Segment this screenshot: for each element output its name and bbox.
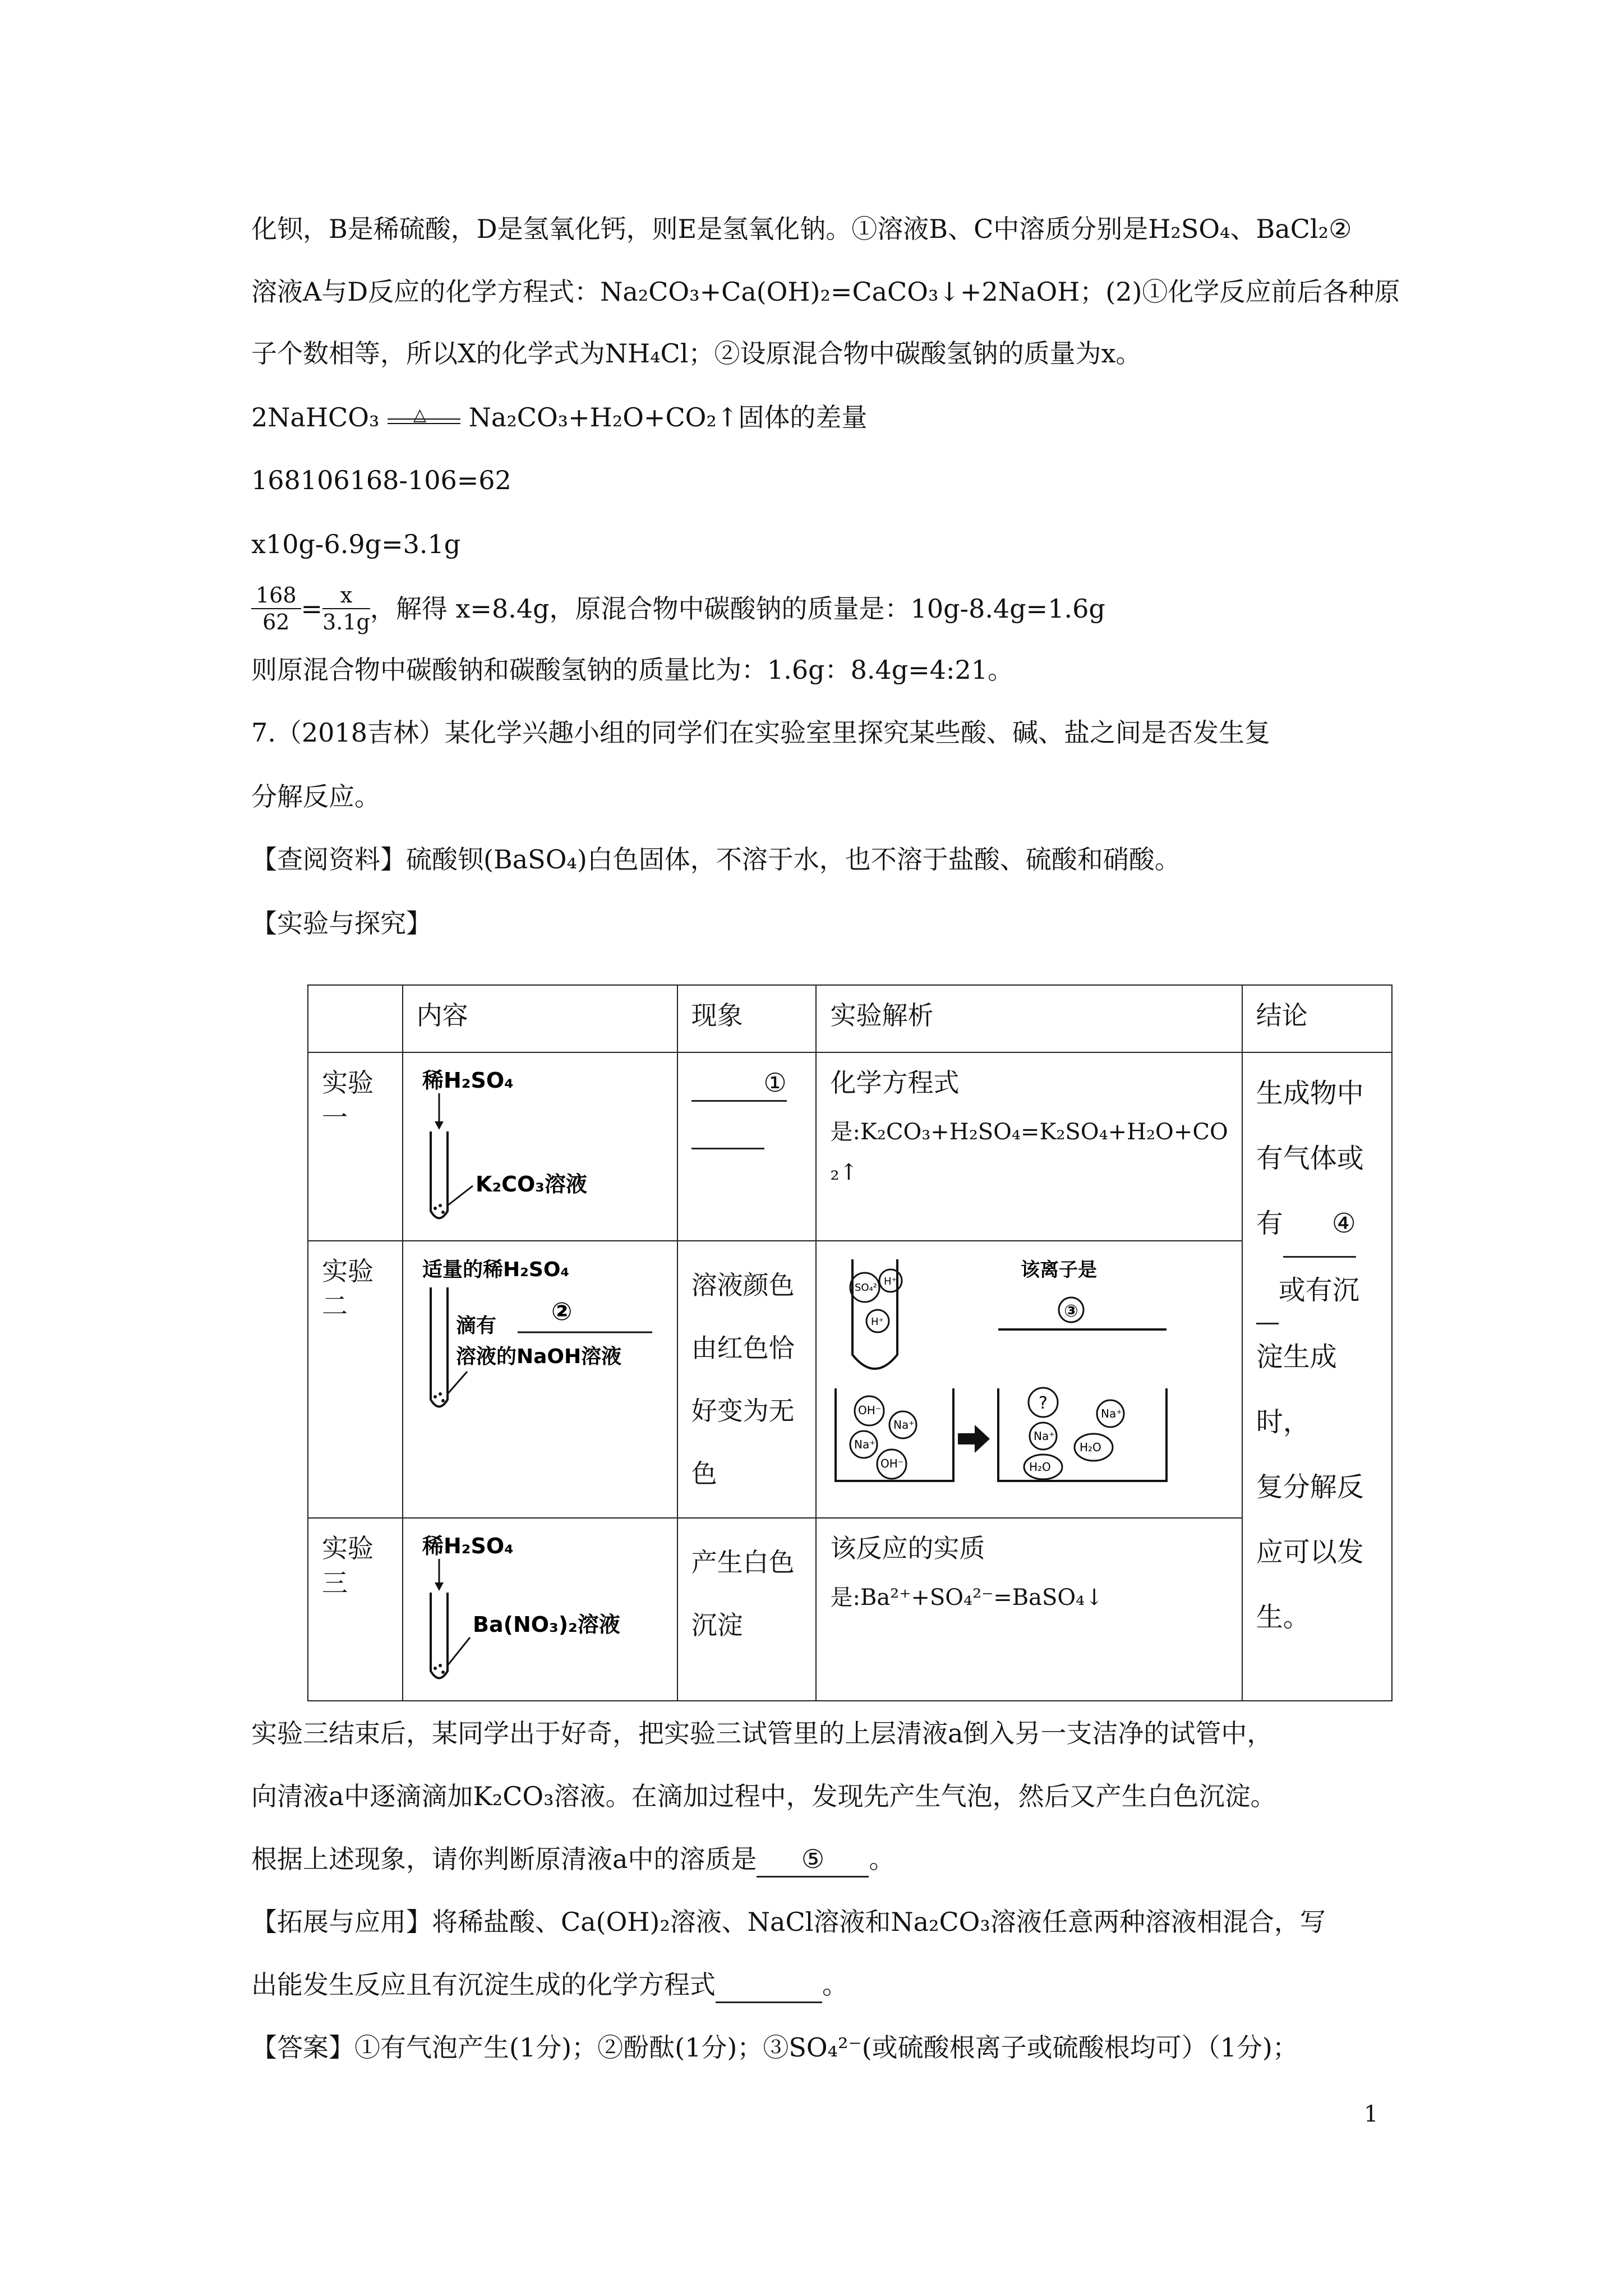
svg-text:H₂O: H₂O — [1029, 1460, 1052, 1474]
text-after-3: 根据上述现象，请你判断原清液a中的溶质是 ⑤ 。 — [251, 1842, 895, 1878]
test-tube-figure-1 — [403, 1052, 677, 1241]
table-header-row — [308, 985, 1392, 1052]
svg-text:Na⁺: Na⁺ — [1101, 1407, 1123, 1420]
header-phenomenon: 现象 — [677, 985, 817, 1052]
question-7-stem: 7.（2018吉林）某化学兴趣小组的同学们在实验室里探究某些酸、碱、盐之间是否发生复 — [251, 717, 1270, 748]
table-row — [308, 1241, 1392, 1518]
chemical-equation-cont: ₂↑ — [830, 1159, 859, 1185]
blank-equation — [716, 1968, 822, 2003]
reagent-bottom-label: Ba(NO₃)₂溶液 — [472, 1612, 620, 1637]
text-line-12 — [251, 907, 432, 940]
analysis-cell-3 — [816, 1518, 1242, 1701]
line-3-text: 子个数相等，所以X的化学式为NH₄Cl；②设原混合物中碳酸氢钠的质量为x。 — [251, 338, 1142, 369]
reference-info: 【查阅资料】硫酸钡(BaSO₄)白色固体，不溶于水，也不溶于盐酸、硫酸和硝酸。 — [251, 844, 1181, 875]
reagent-bottom-label: 溶液的NaOH溶液 — [455, 1345, 621, 1368]
text-line-10 — [251, 780, 380, 813]
text-line-11 — [251, 843, 1181, 876]
fraction-168-62: $\frac{168}{62}$ — [251, 582, 301, 635]
extension-application: 【拓展与应用】将稀盐酸、Ca(OH)₂溶液、NaCl溶液和Na₂CO₃溶液任意两种溶液相混合，写 — [251, 1907, 1326, 1937]
analysis-label: 该反应的实质 — [830, 1533, 985, 1563]
line-2-text-b: (2)①化学反应前后各种原 — [1105, 277, 1400, 307]
blank-1: ① — [691, 1065, 787, 1102]
text-after-6 — [251, 2031, 1298, 2064]
conclusion-cell: 生成物中 有气体或 有 ④ 或有沉 淀生成时， 复分解反 应可以发 生。 — [1242, 1052, 1392, 1701]
chemical-equation: 是:K₂CO₃+H₂SO₄=K₂SO₄+H₂O+CO — [830, 1119, 1228, 1145]
blank-3: ③ — [1064, 1301, 1079, 1321]
text-after-1: 实验三结束后，某同学出于好奇，把实验三试管里的上层清液a倒入另一支洁净的试管中， — [251, 1718, 1273, 1749]
test-tube-figure-2 — [403, 1241, 677, 1518]
row-label: 实验一 — [308, 1052, 403, 1241]
test-tube-diagram — [417, 1531, 663, 1688]
phenomenon-cell-2: 溶液颜色 由红色恰 好变为无 色 — [677, 1241, 817, 1518]
line-2-equation: Na₂CO₃+Ca(OH)₂=CaCO₃↓+2NaOH； — [600, 277, 1106, 307]
blank-4: ④ — [1283, 1191, 1356, 1258]
section-heading: 【实验与探究】 — [251, 908, 432, 938]
test-tube-diagram — [417, 1254, 663, 1422]
svg-text:Na⁺: Na⁺ — [854, 1438, 876, 1451]
svg-text:OH⁻: OH⁻ — [880, 1457, 904, 1470]
svg-text:H⁺: H⁺ — [884, 1276, 897, 1287]
experiment-table — [307, 984, 1393, 1701]
blank-5: ⑤ — [757, 1842, 869, 1878]
heating-condition-sign — [388, 405, 460, 431]
ionic-equation: 是:Ba²⁺+SO₄²⁻=BaSO₄↓ — [830, 1585, 1104, 1611]
svg-text:Na⁺: Na⁺ — [1034, 1429, 1055, 1443]
line-1-formula: H₂SO₄、BaCl₂② — [1148, 214, 1352, 244]
table-row — [308, 1518, 1392, 1701]
phenomenon-cell-1 — [677, 1052, 817, 1241]
ion-question-label: 该离子是 — [1021, 1259, 1098, 1281]
line-5-text: 168106168-106=62 — [251, 465, 511, 495]
text-line-6 — [251, 527, 460, 561]
line-2-text-a: 溶液A与D反应的化学方程式： — [251, 277, 601, 307]
analysis-cell-1 — [816, 1052, 1242, 1241]
answer-line: 【答案】①有气泡产生(1分)；②酚酞(1分)；③SO₄²⁻(或硫酸根离子或硫酸根均可）（1分)； — [251, 2032, 1298, 2063]
header-analysis: 实验解析 — [816, 985, 1242, 1052]
ion-reaction-diagram-cell — [816, 1241, 1242, 1518]
svg-text:?: ? — [1039, 1393, 1048, 1413]
text-line-7: $\frac{168}{62}$ = $\frac{x}{3.1g}$ ，解得 x=8.4g，原混合物中碳酸钠的质量是：10g-8.4g=1.6g — [251, 582, 1105, 635]
reaction-products: Na₂CO₃+H₂O+CO₂↑固体的差量 — [468, 402, 868, 432]
test-tube-figure-3 — [403, 1518, 677, 1701]
reaction-reactant: 2NaHCO₃ — [251, 402, 380, 432]
line-7-text: ，解得 x=8.4g，原混合物中碳酸钠的质量是：10g-8.4g=1.6g — [370, 593, 1105, 624]
text-after-2: 向清液a中逐滴滴加K₂CO₃溶液。在滴加过程中，发现先产生气泡，然后又产生白色沉淀。 — [251, 1781, 1276, 1811]
svg-text:OH⁻: OH⁻ — [858, 1404, 882, 1417]
svg-text:H⁺: H⁺ — [871, 1316, 884, 1328]
reagent-bottom-label: K₂CO₃溶液 — [475, 1172, 587, 1197]
reagent-top-label: 稀H₂SO₄ — [422, 1068, 514, 1093]
sulfate-ion: SO₄²⁻ — [855, 1282, 883, 1294]
row-label: 实验三 — [308, 1518, 403, 1701]
line-1-text: 化钡，B是稀硫酸，D是氢氧化钙，则E是氢氧化钠。①溶液B、C中溶质分别是 — [251, 214, 1149, 244]
text-after-5: 出能发生反应且有沉淀生成的化学方程式 。 — [251, 1968, 848, 2003]
heat-triangle-icon: △ — [413, 405, 427, 425]
svg-text:H₂O: H₂O — [1080, 1441, 1102, 1454]
row-label: 实验二 — [308, 1241, 403, 1518]
blank-1-continued — [691, 1113, 764, 1149]
right-arrow-icon — [958, 1425, 990, 1453]
indicator-label: 滴有 — [455, 1314, 496, 1337]
ion-reaction-diagram — [830, 1254, 1178, 1489]
test-tube-diagram — [417, 1065, 663, 1228]
text-line-3 — [251, 337, 1141, 370]
line-8-text: 则原混合物中碳酸钠和碳酸氢钠的质量比为：1.6g：8.4g=4:21。 — [251, 655, 1014, 685]
fraction-x-3-1g: $\frac{x}{3.1g}$ — [322, 583, 370, 634]
text-line-4 — [251, 401, 867, 434]
header-content: 内容 — [403, 985, 677, 1052]
text-after-4 — [251, 1905, 1326, 1939]
page-number: 1 — [1364, 2101, 1378, 2127]
header-cell-empty — [308, 985, 403, 1052]
analysis-label: 化学方程式 — [830, 1068, 960, 1098]
text-line-2 — [251, 275, 1400, 309]
text-line-1 — [251, 212, 1352, 246]
phenomenon-cell-3: 产生白色 沉淀 — [677, 1518, 817, 1701]
line-6-text: x10g-6.9g=3.1g — [251, 529, 461, 559]
text-line-9 — [251, 716, 1270, 749]
table-row — [308, 1052, 1392, 1241]
text-line-5 — [251, 463, 511, 497]
header-conclusion: 结论 — [1242, 985, 1392, 1052]
text-line-8 — [251, 653, 1013, 687]
blank-2: ② — [551, 1297, 572, 1326]
line-10-text: 分解反应。 — [251, 781, 380, 812]
svg-text:Na⁺: Na⁺ — [893, 1418, 915, 1432]
reagent-top-label: 稀H₂SO₄ — [422, 1534, 514, 1558]
reagent-top-label: 适量的稀H₂SO₄ — [422, 1258, 569, 1281]
